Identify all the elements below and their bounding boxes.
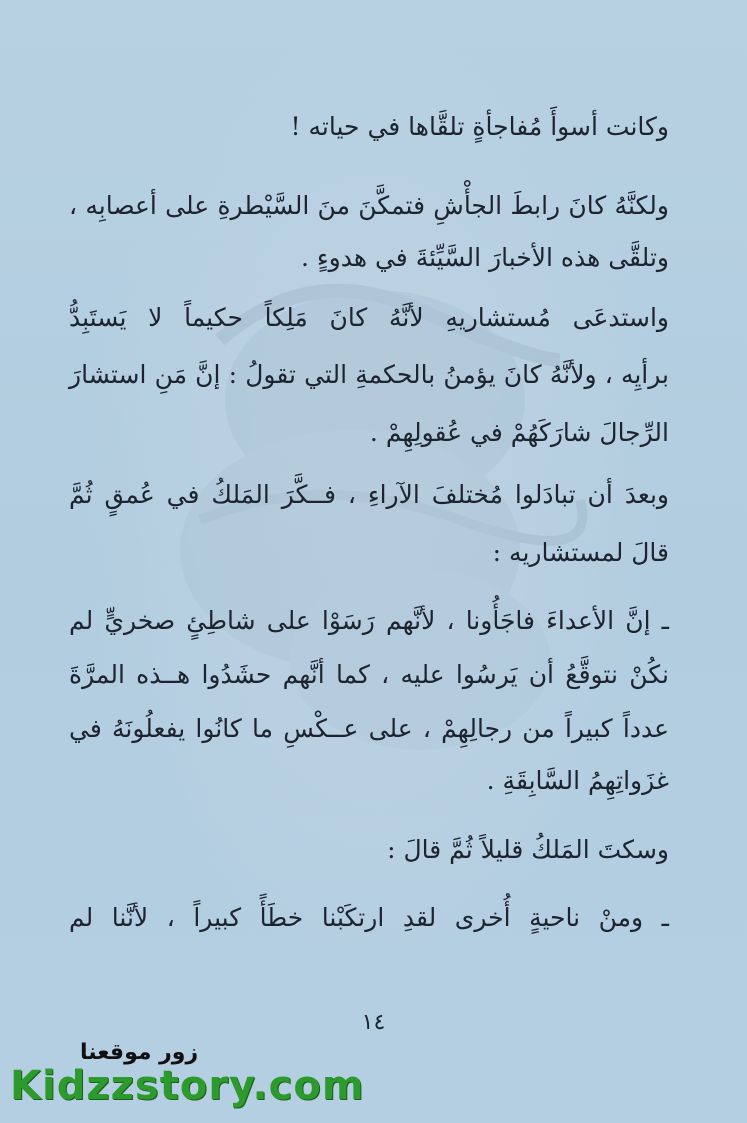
text-line: الرِّجالَ شارَكَهُمْ في عُقولِهِمْ . [369,418,669,447]
text-line: وكانت أسوأَ مُفاجأةٍ تلقَّاها في حياته ! [290,112,669,141]
site-watermark-logo: Kidzzstory.com [10,1063,365,1109]
text-line: وتلقَّى هذه الأخبارَ السَّيِّئةَ في هدوءٍ . [301,243,669,272]
page-number: ١٤ [361,1010,386,1035]
text-line: ـ ومنْ ناحيةٍ أُخرى لقدِ ارتكَبْنا خطَأً كبيراً ، لأنَّنا لم [69,903,669,932]
text-line: برأيِه ، ولأنَّهُ كانَ يؤمنُ بالحكمةِ التي تقولُ : إنَّ مَنِ استشارَ [69,360,669,389]
text-line: غزَواتِهِمُ السَّابِقَةِ . [486,766,669,795]
text-line: ولكنَّهُ كانَ رابطَ الجأْشِ فتمكَّنَ منَ السَّيْطرةِ على أعصابِه ، [69,191,669,220]
text-line: ـ إنَّ الأعداءَ فاجَأُونا ، لأنَّهم رَسَوْا على شاطِئٍ صخريٍّ لم [69,606,669,635]
text-line: قالَ لمستشاريه : [492,538,669,567]
text-line: وبعدَ أن تبادَلوا مُختلفَ الآراءِ ، فــكَّرَ المَلكُ في عُمقٍ ثُمَّ [69,480,669,509]
text-line: واستدعَى مُستشاريهِ لأنَّهُ كانَ مَلِكاً حكيماً لا يَستَبِدُّ [69,303,669,332]
text-line: وسكتَ المَلكُ قليلاً ثُمَّ قالَ : [387,835,669,864]
text-line: نكُنْ نتوقَّعُ أن يَرسُوا عليه ، كما أنَّهم حشَدُوا هــذه المرَّةَ [69,660,669,689]
site-watermark-arabic: زور موقعنا [80,1040,199,1065]
text-line: عدداً كبيراً من رجالِهِمْ ، على عــكْسِ ما كانُوا يفعلُونَهُ في [69,714,669,743]
